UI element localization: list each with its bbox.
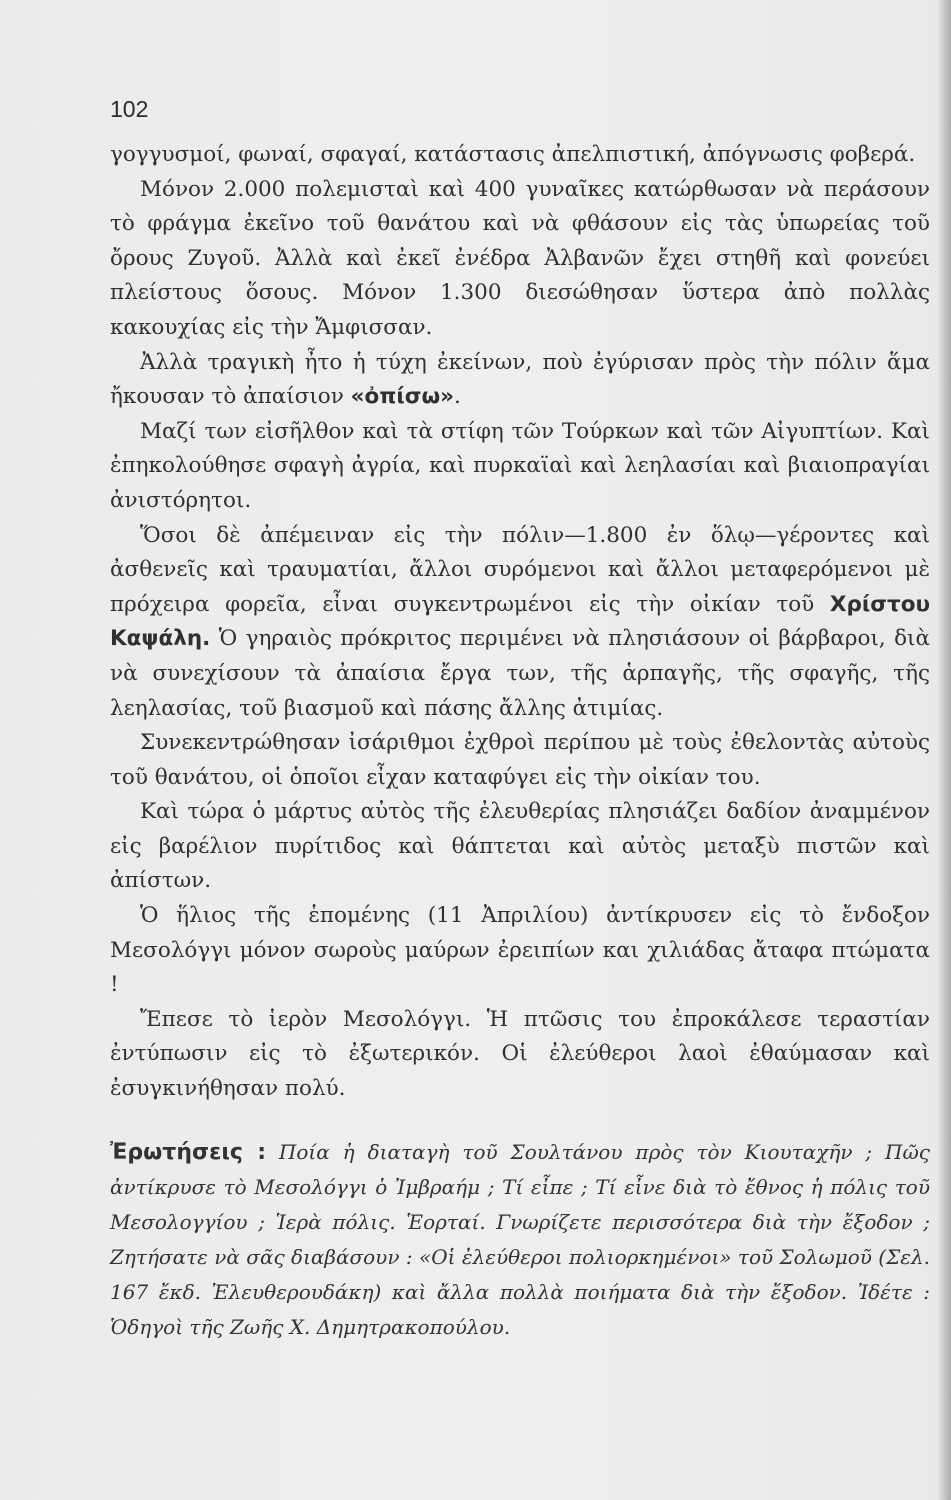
paragraph-7: Καὶ τώρα ὁ μάρτυς αὐτὸς τῆς ἐλευθερίας πλησιάζει δαδίον ἀναμμένον εἰς βαρέλιον πυρίτιδος καὶ θάπτεται καὶ αὐτὸς μεταξὺ πιστῶν καὶ ἀπίστων.	[110, 799, 930, 894]
page-number: 102	[110, 96, 149, 122]
paragraph-8: Ὁ ἥλιος τῆς ἑπομένης (11 Ἀπριλίου) ἀντίκρυσεν εἰς τὸ ἔνδοξον Μεσολόγγι μόνον σωροὺς μαύρων ἐρειπίων και χιλιάδας ἄταφα πτώματα !	[110, 903, 930, 998]
body-text	[110, 138, 930, 1107]
paragraph-9: Ἔπεσε τὸ ἱερὸν Μεσολόγγι. Ἡ πτῶσις του ἐπροκάλεσε τεραστίαν ἐντύπωσιν εἰς τὸ ἐξωτερικόν. Οἱ ἐλεύθεροι λαοὶ ἐθαύμασαν καὶ ἐσυγκινήθησαν πολύ.	[110, 1006, 930, 1102]
paragraph-5	[110, 519, 930, 727]
paragraph-3	[110, 346, 930, 415]
paragraph-5-end: Ὁ γηραιὸς πρόκριτος περιμένει νὰ πλησιάσουν οἱ βάρβαροι, διὰ νὰ συνεχίσουν τὰ ἀπαίσια ἔργα των, τῆς ἁρπαγῆς, τῆς σφαγῆς, τῆς λεηλασίας, τοῦ βιασμοῦ καὶ πάσης ἄλλης ἀτιμίας.	[110, 626, 930, 721]
paragraph-4: Μαζί των εἰσῆλθον καὶ τὰ στίφη τῶν Τούρκων καὶ τῶν Αἰγυπτίων. Καὶ ἐπηκολούθησε σφαγὴ ἀγρία, καὶ πυρκαϊαὶ καὶ λεηλασίαι καὶ βιαιοπραγίαι ἀνιστόρητοι.	[110, 418, 930, 513]
paragraph-6: Συνεκεντρώθησαν ἰσάριθμοι ἐχθροὶ περίπου μὲ τοὺς ἐθελοντὰς αὐτοὺς τοῦ θανάτου, οἱ ὁποῖοι εἶχαν καταφύγει εἰς τὴν οἰκίαν του.	[110, 730, 930, 790]
paragraph-2: Μόνον 2.000 πολεμισταὶ καὶ 400 γυναῖκες κατώρθωσαν νὰ περάσουν τὸ φράγμα ἐκεῖνο τοῦ θανάτου καὶ νὰ φθάσουν εἰς τὰς ὑπωρείας τοῦ ὄρους Ζυγοῦ. Ἀλλὰ καὶ ἐκεῖ ἐνέδρα Ἀλβανῶν ἔχει στηθῆ καὶ φονεύει πλείστους ὅσους. Μόνον 1.300 διεσώθησαν ὕστερα ἀπὸ πολλὰς κακουχίας εἰς τὴν Ἄμφισσαν.	[110, 176, 930, 340]
paragraph-3-text: Ἀλλὰ τραγικὴ ἦτο ἡ τύχη ἐκείνων, ποὺ ἐγύρισαν πρὸς τὴν πόλιν ἅμα ἤκουσαν τὸ ἀπαίσιον	[110, 349, 930, 410]
kapsalis-name: Χρίστου Καψάλη.	[110, 591, 930, 652]
paragraph-1: γογγυσμοί, φωναί, σφαγαί, κατάστασις ἀπελπιστική, ἀπόγνωσις φοβερά.	[110, 142, 916, 167]
questions-text: Ποία ἡ διαταγὴ τοῦ Σουλτάνου πρὸς τὸν Κιουταχῆν ; Πῶς ἀντίκρυσε τὸ Μεσολόγγι ὁ Ἰμβραήμ ; Τί εἶπε ; Τί εἶνε διὰ τὸ ἔθνος ἡ πόλις τοῦ Μεσολογγίου ; Ἱερὰ πόλις. Ἑορταί. Γνωρίζετε περισσότερα διὰ τὴν ἔξοδον ; Ζητήσατε νὰ σᾶς διαβάσουν : «Οἱ ἐλεύθεροι πολιορκημένοι» τοῦ Σολωμοῦ (Σελ. 167 ἔκδ. Ἐλευθερουδάκη) καὶ ἄλλα πολλὰ ποιήματα διὰ τὴν ἔξοδον. Ἰδέτε : Ὁδηγοὶ τῆς Ζωῆς Χ. Δημητρακοπούλου.	[110, 1140, 930, 1339]
paragraph-5-text: Ὅσοι δὲ ἀπέμειναν εἰς τὴν πόλιν—1.800 ἐν ὅλῳ—γέροντες καὶ ἀσθενεῖς καὶ τραυματίαι, ἄλλοι συρόμενοι καὶ ἄλλοι μεταφερόμενοι μὲ πρόχειρα φορεῖα, εἶναι συγκεντρωμένοι εἰς τὴν οἰκίαν τοῦ	[110, 522, 930, 617]
paragraph-3-end: .	[454, 384, 461, 410]
questions-section	[110, 1135, 930, 1345]
page-edge-shadow	[937, 0, 951, 1500]
questions-label: Ἐρωτήσεις :	[110, 1140, 266, 1165]
opiso-emphasis: «ὀπίσω»	[350, 384, 455, 410]
